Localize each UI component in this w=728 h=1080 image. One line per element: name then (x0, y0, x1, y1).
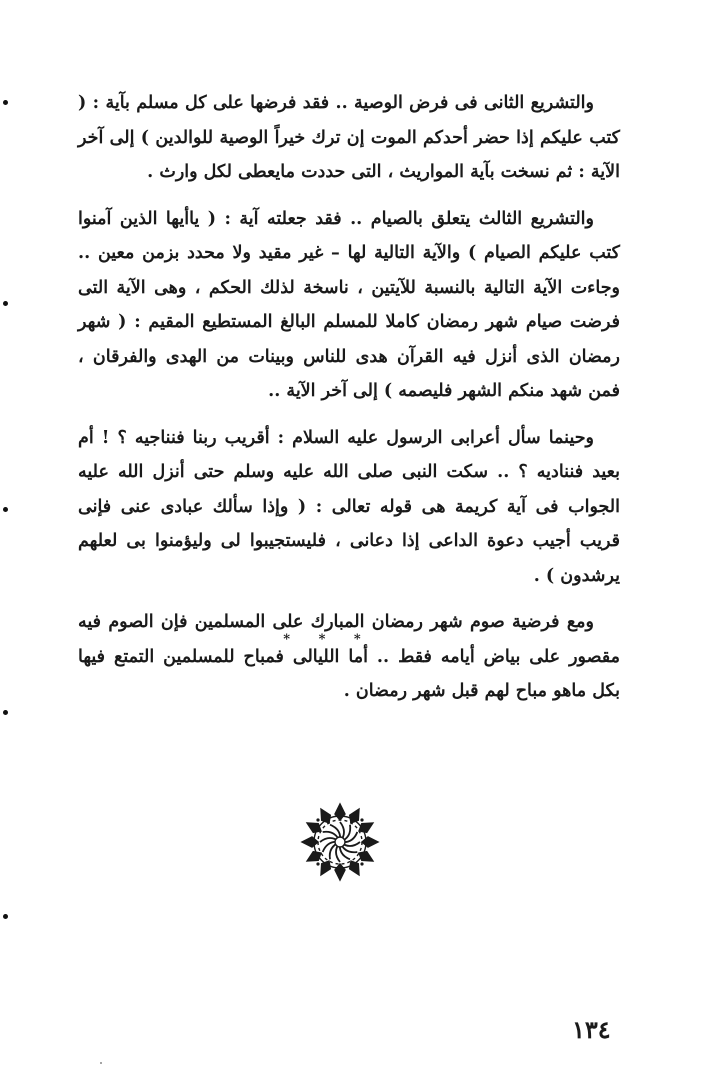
scan-speck (100, 1062, 102, 1064)
paragraph-prayer-answer: وحينما سأل أعرابى الرسول عليه السلام : أقريب ربنا فنناجيه ؟ ! أم بعيد فنناديه ؟ .. سكت النبى صلى الله عليه وسلم حتى أنزل الله عليه الجواب فى آية كريمة هى قوله تعالى : ( وإذا سألك عبادى عنى فإنى قريب أجيب دعوة الداعى إذا دعانى ، فليستجيبوا لى وليؤمنوا بى لعلهم يرشدون ) . (78, 427, 620, 586)
scan-margin-mark (3, 507, 8, 512)
paragraph-inheritance: والتشريع الثانى فى فرض الوصية .. فقد فرضها على كل مسلم بآية : ( كتب عليكم إذا حضر أحدكم الموت إن ترك خيراً الوصية للوالدين ) إلى آخر الآية : ثم نسخت بآية المواريث ، التى حددت مايعطى لكل وارث . (78, 93, 620, 182)
scan-margin-mark (3, 301, 8, 306)
page-number: ١٣٤ (572, 1015, 611, 1044)
section-divider: * * * (283, 632, 373, 647)
scan-margin-mark (3, 710, 8, 715)
scan-margin-mark (3, 914, 8, 919)
rosette-ornament-icon (300, 792, 380, 892)
paragraph-fasting-law: والتشريع الثالث يتعلق بالصيام .. فقد جعلته آية : ( ياأيها الذين آمنوا كتب عليكم الصيام ) والآية التالية لها – غير مقيد ولا محدد بزمن معين .. وجاءت الآية التالية بالنسبة للآيتين ، ناسخة لذلك الحكم ، وهى الآية التى فرضت صيام شهر رمضان كاملا للمسلم البالغ المستطيع المقيم : ( شهر رمضان الذى أنزل فيه القرآن هدى للناس وبينات من الهدى والفرقان ، فمن شهد منكم الشهر فليصمه ) إلى آخر الآية .. (78, 208, 620, 401)
scan-margin-mark (3, 100, 8, 105)
body-text (78, 86, 620, 719)
paragraph-ramadan-nights: ومع فرضية صوم شهر رمضان المبارك على المسلمين فإن الصوم فيه مقصور على بياض أيامه فقط .. أما الليالى فمباح للمسلمين التمتع فيها بكل ماهو مباح لهم قبل شهر رمضان . (78, 612, 620, 701)
